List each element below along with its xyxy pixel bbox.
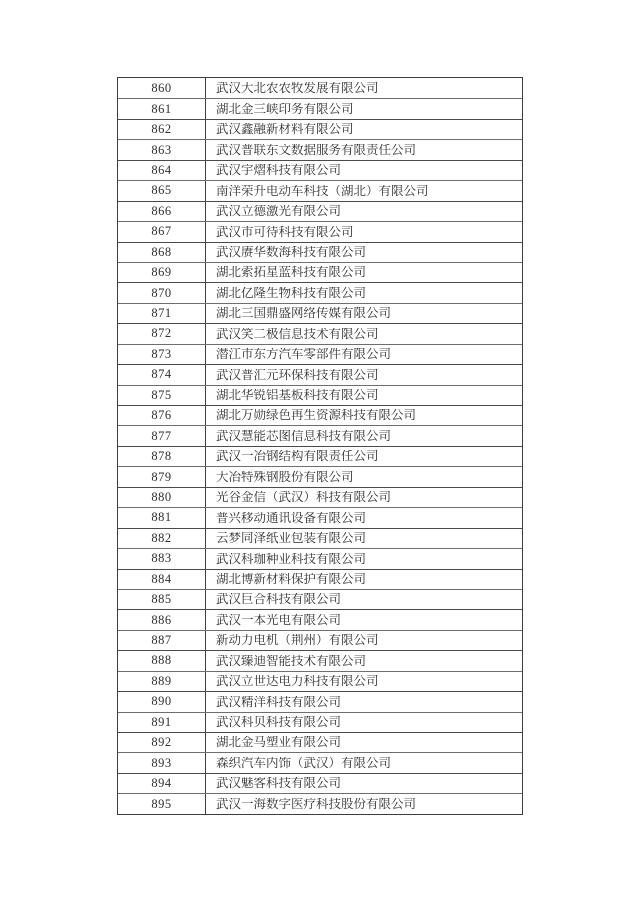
table-row (118, 98, 522, 118)
row-number: 883 (118, 549, 206, 568)
company-name: 南洋荣升电动车科技（湖北）有限公司 (216, 184, 429, 198)
row-number: 885 (118, 590, 206, 609)
table-row (118, 609, 522, 629)
table-row (118, 569, 522, 589)
row-number: 861 (118, 99, 206, 118)
row-number: 872 (118, 324, 206, 343)
row-number: 882 (118, 529, 206, 548)
company-table (117, 77, 523, 815)
company-name: 云梦同泽纸业包装有限公司 (216, 532, 367, 545)
company-name: 武汉立德激光有限公司 (216, 205, 342, 218)
row-number: 869 (118, 263, 206, 282)
table-row (118, 712, 522, 732)
company-name: 武汉普联东文数据服务有限责任公司 (216, 143, 417, 157)
row-number: 894 (118, 774, 206, 793)
row-number: 893 (118, 753, 206, 772)
row-number: 860 (118, 78, 206, 98)
company-name: 新动力电机（荆州）有限公司 (216, 634, 379, 647)
row-number: 874 (118, 365, 206, 384)
row-number: 890 (118, 692, 206, 711)
table-row (118, 344, 522, 364)
row-number: 881 (118, 508, 206, 527)
row-number: 865 (118, 181, 206, 200)
row-number: 870 (118, 283, 206, 302)
company-name: 湖北博新材料保护有限公司 (216, 572, 367, 586)
row-number: 879 (118, 467, 206, 486)
row-number: 867 (118, 222, 206, 241)
company-name: 潜江市东方汽车零部件有限公司 (216, 348, 392, 361)
table-row (118, 773, 522, 793)
table-row (118, 425, 522, 445)
company-name: 大冶特殊钢股份有限公司 (216, 470, 354, 484)
table-row (118, 262, 522, 282)
table-row (118, 221, 522, 241)
table-row (118, 752, 522, 772)
row-number: 864 (118, 161, 206, 180)
table-row (118, 589, 522, 609)
row-number: 862 (118, 120, 206, 139)
row-number: 866 (118, 202, 206, 221)
company-name: 武汉市可待科技有限公司 (216, 225, 354, 239)
company-name: 湖北三国鼎盛网络传媒有限公司 (216, 307, 392, 320)
row-number: 887 (118, 631, 206, 650)
table-row (118, 282, 522, 302)
table-row (118, 303, 522, 323)
company-name: 武汉魅客科技有限公司 (216, 777, 342, 790)
company-name: 光谷金信（武汉）科技有限公司 (216, 491, 392, 504)
table-row (118, 364, 522, 384)
table-row (118, 671, 522, 691)
company-name: 湖北索拓星蓝科技有限公司 (216, 266, 367, 279)
company-name: 武汉大北农农牧发展有限公司 (216, 81, 379, 95)
company-name: 森织汽车内饰（武汉）有限公司 (216, 756, 392, 770)
row-number: 871 (118, 304, 206, 323)
company-name: 武汉立世达电力科技有限公司 (216, 675, 379, 688)
row-number: 891 (118, 713, 206, 732)
row-number: 877 (118, 426, 206, 445)
table-row (118, 466, 522, 486)
table-row (118, 548, 522, 568)
table-row (118, 78, 522, 98)
company-name: 武汉赓华数海科技有限公司 (216, 245, 367, 259)
table-row (118, 507, 522, 527)
company-name: 武汉科珈种业科技有限公司 (216, 552, 367, 566)
company-name: 湖北万勋绿色再生资源科技有限公司 (216, 409, 417, 422)
company-name: 武汉臻迪智能技术有限公司 (216, 654, 367, 668)
table-row (118, 793, 522, 813)
company-name: 武汉一冶钢结构有限责任公司 (216, 450, 379, 463)
company-name: 武汉普汇元环保科技有限公司 (216, 368, 379, 382)
table-row (118, 446, 522, 466)
company-name: 武汉慧能芯图信息科技有限公司 (216, 429, 392, 443)
row-number: 892 (118, 733, 206, 752)
table-row (118, 201, 522, 221)
row-number: 886 (118, 610, 206, 629)
row-number: 889 (118, 672, 206, 691)
table-row (118, 691, 522, 711)
table-row (118, 242, 522, 262)
company-name: 湖北金马塑业有限公司 (216, 736, 342, 749)
table-row (118, 650, 522, 670)
company-name: 武汉宇熠科技有限公司 (216, 164, 342, 177)
table-row (118, 160, 522, 180)
company-name: 湖北华锐铝基板科技有限公司 (216, 389, 379, 402)
table-row (118, 180, 522, 200)
row-number: 873 (118, 345, 206, 364)
row-number: 868 (118, 243, 206, 262)
row-number: 878 (118, 447, 206, 466)
company-name: 武汉巨合科技有限公司 (216, 593, 342, 606)
row-number: 895 (118, 794, 206, 813)
table-row (118, 119, 522, 139)
company-name: 武汉一本光电有限公司 (216, 613, 342, 627)
table-row (118, 323, 522, 343)
row-number: 875 (118, 386, 206, 405)
row-number: 880 (118, 488, 206, 507)
company-name: 武汉一海数字医疗科技股份有限公司 (216, 797, 417, 811)
company-name: 武汉鑫融新材料有限公司 (216, 123, 354, 136)
table-row (118, 487, 522, 507)
row-number: 888 (118, 651, 206, 670)
row-number: 884 (118, 570, 206, 589)
company-name: 湖北金三峡印务有限公司 (216, 102, 354, 116)
table-row (118, 732, 522, 752)
table-row (118, 139, 522, 159)
row-number: 863 (118, 140, 206, 159)
row-number: 876 (118, 406, 206, 425)
company-name: 武汉科贝科技有限公司 (216, 716, 342, 729)
table-row (118, 405, 522, 425)
table-row (118, 630, 522, 650)
table-row (118, 385, 522, 405)
company-name: 普兴移动通讯设备有限公司 (216, 511, 367, 525)
company-name: 武汉笑二极信息技术有限公司 (216, 327, 379, 341)
company-name: 武汉精洋科技有限公司 (216, 695, 342, 709)
company-name: 湖北亿隆生物科技有限公司 (216, 286, 367, 300)
table-row (118, 528, 522, 548)
